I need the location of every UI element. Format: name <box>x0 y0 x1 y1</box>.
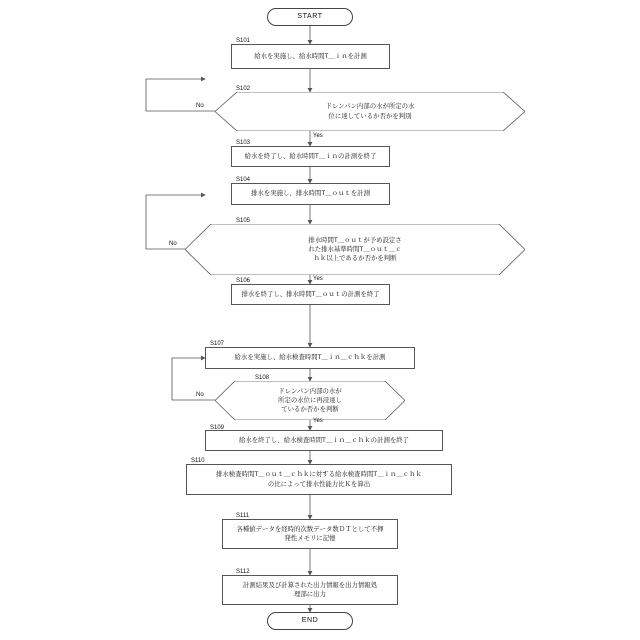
node-s107-label: 給水を実施し、給水検査時間T＿ｉｎ＿ｃｈｋを計測 <box>234 354 386 362</box>
node-s106-label: 排水を終了し、排水時間T＿ｏｕｔの計測を終了 <box>241 290 380 298</box>
step-label-s110: S110 <box>191 458 205 464</box>
node-s109 <box>205 430 443 451</box>
node-s108-label: ドレンパン内部の水が 所定の水位に再浸達し ているか否かを判断 <box>278 387 342 414</box>
node-s103 <box>231 146 390 167</box>
node-s102-label: ドレンパン内部の水が所定の水 位に達しているか否かを判別 <box>325 103 415 120</box>
node-s107 <box>205 347 415 369</box>
step-label-s101: S101 <box>236 38 251 44</box>
step-label-s104: S104 <box>236 177 251 183</box>
node-s104-label: 排水を実施し、排水時間T＿ｏｕｔを計測 <box>251 190 370 198</box>
node-s102 <box>215 92 525 131</box>
step-label-s112: S112 <box>236 569 250 575</box>
node-s110-label: 排水検査時間T＿ｏｕｔ＿ｃｈｋに対する給水検査時間T＿ｉｎ＿ｃｈｋ の比によって排水性能力比Ｋを算出 <box>216 471 422 488</box>
node-start <box>267 8 353 26</box>
node-s103-label: 給水を終了し、給水時間T＿ｉｎの計測を終了 <box>244 152 377 160</box>
node-s108 <box>215 381 405 420</box>
node-s106 <box>231 284 390 305</box>
branch-label-s105-yes: Yes <box>313 276 323 282</box>
node-s101-label: 給水を実施し、給水時間T＿ｉｎを計測 <box>254 52 367 60</box>
node-s109-label: 給水を終了し、給水検査時間T＿ｉｎ＿ｃｈｋの計測を終了 <box>238 436 410 444</box>
node-s112 <box>222 575 398 605</box>
node-s105-label: 排水時間T＿ｏｕｔが予め設定さ れた排水基準時間T＿ｏｕｔ＿ｃ ｈｋ以上であるか否かを判断 <box>308 236 402 263</box>
branch-label-s102-no: No <box>196 103 204 109</box>
node-start-label: START <box>297 12 323 20</box>
branch-label-s108-no: No <box>196 392 204 398</box>
branch-label-s108-yes: Yes <box>313 418 323 424</box>
step-label-s107: S107 <box>210 341 225 347</box>
step-label-s108: S108 <box>255 375 270 381</box>
node-s104 <box>231 183 390 205</box>
step-label-s102: S102 <box>236 86 251 92</box>
node-s105 <box>185 224 525 275</box>
node-end-label: END <box>301 616 319 624</box>
branch-label-s102-yes: Yes <box>313 133 323 139</box>
node-s111-label: 各種値データを経時的次数データ数ＤＴとして不揮 発性メモリに記憶 <box>236 525 384 542</box>
node-s111 <box>222 519 398 549</box>
node-s110 <box>186 464 452 495</box>
step-label-s103: S103 <box>236 140 251 146</box>
node-s101 <box>231 44 390 69</box>
step-label-s106: S106 <box>236 278 251 284</box>
step-label-s111: S111 <box>236 513 250 519</box>
branch-label-s105-no: No <box>169 241 177 247</box>
step-label-s105: S105 <box>236 218 251 224</box>
step-label-s109: S109 <box>210 425 225 431</box>
node-s112-label: 計測結果及び計算された出力情報を出力情報処 理部に出力 <box>242 581 378 598</box>
node-end <box>267 612 353 630</box>
